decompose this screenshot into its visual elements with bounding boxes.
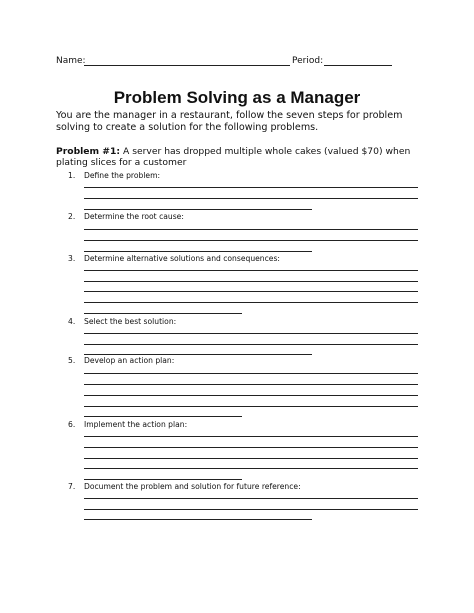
header-line xyxy=(56,54,396,68)
answer-line[interactable] xyxy=(84,373,418,374)
answer-line[interactable] xyxy=(84,251,312,252)
answer-line[interactable] xyxy=(84,344,418,345)
answer-line[interactable] xyxy=(84,291,418,292)
step-4 xyxy=(68,317,420,327)
answer-line[interactable] xyxy=(84,333,418,334)
step-heading xyxy=(68,420,420,430)
answer-line[interactable] xyxy=(84,416,242,417)
name-label: Name: xyxy=(56,56,86,66)
answer-line[interactable] xyxy=(84,240,418,241)
problem-statement xyxy=(56,146,420,168)
period-label: Period: xyxy=(292,56,324,66)
answer-line[interactable] xyxy=(84,395,418,396)
step-label: Document the problem and solution for future reference: xyxy=(84,482,301,491)
answer-line[interactable] xyxy=(84,468,418,469)
step-2 xyxy=(68,212,420,222)
answer-line[interactable] xyxy=(84,229,418,230)
answer-line[interactable] xyxy=(84,447,418,448)
answer-line[interactable] xyxy=(84,354,312,355)
step-number: 4. xyxy=(68,317,76,326)
answer-line[interactable] xyxy=(84,302,418,303)
step-number: 6. xyxy=(68,420,76,429)
answer-line[interactable] xyxy=(84,458,418,459)
step-number: 7. xyxy=(68,482,76,491)
answer-line[interactable] xyxy=(84,509,418,510)
answer-line[interactable] xyxy=(84,198,418,199)
step-heading xyxy=(68,317,420,327)
answer-line[interactable] xyxy=(84,384,418,385)
step-heading xyxy=(68,212,420,222)
step-heading xyxy=(68,356,420,366)
answer-line[interactable] xyxy=(84,479,242,480)
step-number: 1. xyxy=(68,171,76,180)
step-number: 2. xyxy=(68,212,76,221)
answer-line[interactable] xyxy=(84,270,418,271)
name-blank[interactable] xyxy=(84,65,290,66)
step-label: Determine alternative solutions and consequences: xyxy=(84,254,280,263)
answer-line[interactable] xyxy=(84,498,418,499)
step-3 xyxy=(68,254,420,264)
answer-line[interactable] xyxy=(84,406,418,407)
answer-line[interactable] xyxy=(84,519,312,520)
answer-line[interactable] xyxy=(84,187,418,188)
step-5 xyxy=(68,356,420,366)
intro-text: You are the manager in a restaurant, follow the seven steps for problem solving to create a solution for the following problems. xyxy=(56,110,403,133)
period-blank[interactable] xyxy=(324,65,392,66)
step-heading xyxy=(68,254,420,264)
page-title: Problem Solving as a Manager xyxy=(113,88,361,107)
problem-text: A server has dropped multiple whole cakes (valued $70) when plating slices for a customer xyxy=(56,146,411,168)
step-number: 3. xyxy=(68,254,76,263)
step-number: 5. xyxy=(68,356,76,365)
step-label: Select the best solution: xyxy=(84,317,177,326)
step-heading xyxy=(68,171,420,181)
step-label: Implement the action plan: xyxy=(84,420,188,429)
step-label: Determine the root cause: xyxy=(84,212,184,221)
problem-label: Problem #1: xyxy=(56,146,121,157)
answer-line[interactable] xyxy=(84,313,242,314)
step-label: Develop an action plan: xyxy=(84,356,175,365)
step-6 xyxy=(68,420,420,430)
answer-line[interactable] xyxy=(84,281,418,282)
answer-line[interactable] xyxy=(84,209,312,210)
step-7 xyxy=(68,482,420,492)
step-label: Define the problem: xyxy=(84,171,161,180)
answer-line[interactable] xyxy=(84,436,418,437)
step-heading xyxy=(68,482,420,492)
step-1 xyxy=(68,171,420,181)
